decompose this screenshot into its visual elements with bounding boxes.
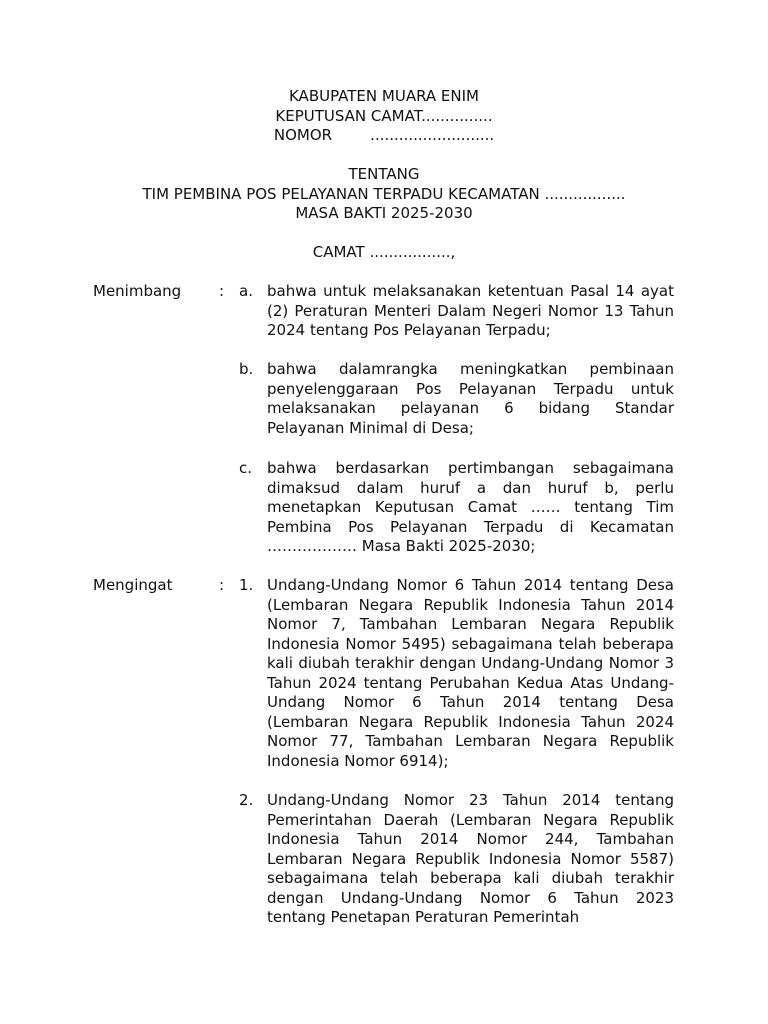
decree-number: NOMOR .......................... — [273, 126, 495, 144]
tentang-heading: TENTANG — [348, 165, 420, 183]
mengingat-item-2: Undang-Undang Nomor 23 Tahun 2014 tentang Pemerintahan Daerah (Lembaran Negara Republik Indonesia Tahun 2014 Nomor 244, Tambahan Lembaran Negara Republik Indonesia Nomor 5587) sebagaimana telah beberapa kali diubah terakhir dengan Undang-Undang Nomor 6 Tahun 2023 tentang Penetapan Peraturan Pemerintah — [267, 791, 674, 926]
decree-title-line2: MASA BAKTI 2025-2030 — [295, 204, 473, 222]
menimbang-label: Menimbang — [93, 282, 182, 300]
menimbang-marker-b: b. — [239, 360, 254, 378]
mengingat-colon: : — [219, 576, 225, 594]
decree-title-line1: TIM PEMBINA POS PELAYANAN TERPADU KECAMATAN ................. — [142, 185, 626, 203]
menimbang-item-b: bahwa dalamrangka meningkatkan pembinaan penyelenggaraan Pos Pelayanan Terpadu untuk melaksanakan pelayanan 6 bidang Standar Pelayanan Minimal di Desa; — [267, 360, 674, 437]
menimbang-marker-c: c. — [239, 459, 253, 477]
mengingat-item-1: Undang-Undang Nomor 6 Tahun 2014 tentang Desa (Lembaran Negara Republik Indonesia Tahun 2014 Nomor 7, Tambahan Lembaran Negara Republik Indonesia Nomor 5495) sebagaimana telah beberapa kali diubah terakhir dengan Undang-Undang Nomor 3 Tahun 2024 tentang Perubahan Kedua Atas Undang-Undang Nomor 6 Tahun 2014 tentang Desa (Lembaran Negara Republik Indonesia Tahun 2024 Nomor 77, Tambahan Lembaran Negara Republik Indonesia Nomor 6914); — [267, 576, 674, 770]
decree-heading: KEPUTUSAN CAMAT............... — [275, 107, 493, 125]
menimbang-marker-a: a. — [239, 282, 253, 300]
mengingat-marker-2: 2. — [239, 791, 254, 809]
camat-heading: CAMAT ................., — [312, 243, 456, 261]
menimbang-colon: : — [219, 282, 225, 300]
mengingat-label: Mengingat — [93, 576, 173, 594]
menimbang-item-c: bahwa berdasarkan pertimbangan sebagaimana dimaksud dalam huruf a dan huruf b, perlu menetapkan Keputusan Camat …… tentang Tim Pembina Pos Pelayanan Terpadu di Kecamatan ……………… Masa Bakti 2025-2030; — [267, 459, 674, 555]
regency-heading: KABUPATEN MUARA ENIM — [288, 87, 479, 105]
mengingat-marker-1: 1. — [239, 576, 254, 594]
menimbang-item-a: bahwa untuk melaksanakan ketentuan Pasal 14 ayat (2) Peraturan Menteri Dalam Negeri Nomor 13 Tahun 2024 tentang Pos Pelayanan Terpadu; — [267, 282, 674, 339]
